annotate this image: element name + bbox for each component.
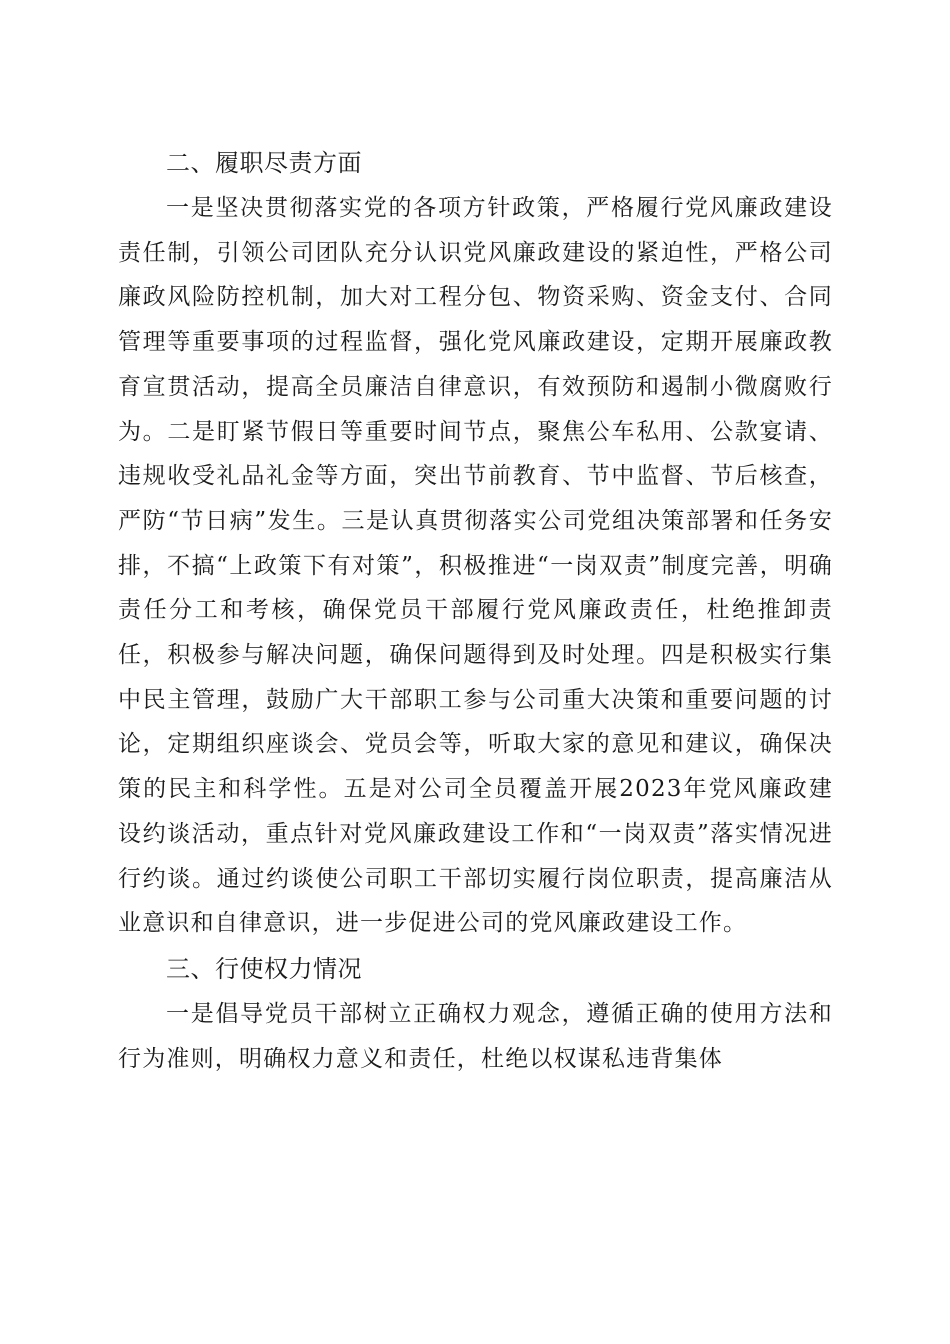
section-paragraph-duty: 一是坚决贯彻落实党的各项方针政策，严格履行党风廉政建设责任制，引领公司团队充分认识党风廉政建设的紧迫性，严格公司廉政风险防控机制，加大对工程分包、物资采购、资金支付、合同管理等重要事项的过程监督，强化党风廉政建设，定期开展廉政教育宣贯活动，提高全员廉洁自律意识，有效预防和遏制小微腐败行为。二是盯紧节假日等重要时间节点，聚焦公车私用、公款宴请、违规收受礼品礼金等方面，突出节前教育、节中监督、节后核查，严防“节日病”发生。三是认真贯彻落实公司党组决策部署和任务安排，不搞“上政策下有对策”，积极推进“一岗双责”制度完善，明确责任分工和考核，确保党员干部履行党风廉政责任，杜绝推卸责任，积极参与解决问题，确保问题得到及时处理。四是积极实行集中民主管理，鼓励广大干部职工参与公司重大决策和重要问题的讨论，定期组织座谈会、党员会等，听取大家的意见和建议，确保决策的民主和科学性。五是对公司全员覆盖开展2023年党风廉政建设约谈活动，重点针对党风廉政建设工作和“一岗双责”落实情况进行约谈。通过约谈使公司职工干部切实履行岗位职责，提高廉洁从业意识和自律意识，进一步促进公司的党风廉政建设工作。 <box>118 195 833 937</box>
section-heading-duty: 二、履职尽责方面 <box>166 149 362 177</box>
document-body <box>118 140 833 1081</box>
section-heading-power: 三、行使权力情况 <box>166 954 362 983</box>
section-paragraph-power: 一是倡导党员干部树立正确权力观念，遵循正确的使用方法和行为准则，明确权力意义和责任，杜绝以权谋私违背集体 <box>118 1000 833 1072</box>
